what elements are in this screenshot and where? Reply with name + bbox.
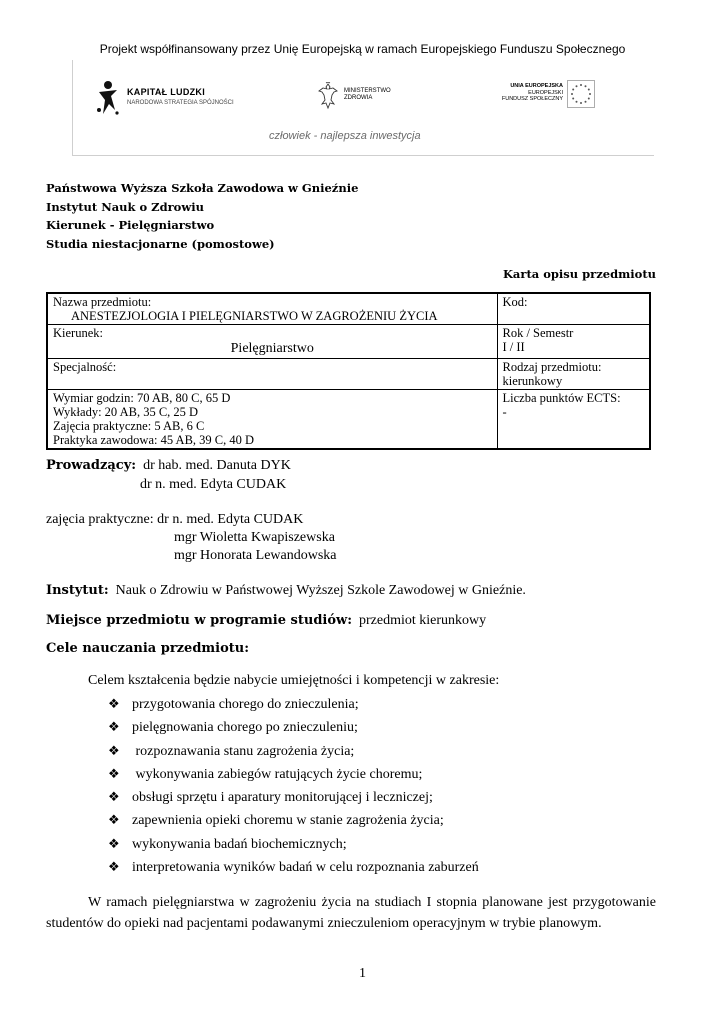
diamond-bullet-icon: ❖ — [108, 720, 120, 736]
funding-note: Projekt współfinansowany przez Unię Europejską w ramach Europejskiego Funduszu Społecznego — [99, 42, 626, 56]
institute-label: Instytut: — [46, 583, 109, 598]
table-row — [47, 293, 650, 325]
subject-type-cell: Rodzaj przedmiotu: kierunkowy — [497, 359, 650, 390]
tagline: człowiek - najlepsza inwestycja — [269, 130, 421, 142]
list-item: ❖ wykonywania zabiegów ratujących życie choremu; — [108, 763, 479, 786]
hours-cell: Wymiar godzin: 70 AB, 80 C, 65 D Wykłady: 20 AB, 35 C, 25 D Zajęcia praktyczne: 5 AB, 6 C Praktyka zawodowa: 45 AB, 39 C, 40 D — [47, 390, 497, 450]
practical-teacher: dr n. med. Edyta CUDAK — [157, 512, 304, 527]
diamond-bullet-icon: ❖ — [108, 766, 120, 782]
institution-direction: Kierunek - Pielęgniarstwo — [46, 218, 215, 232]
course-name-cell: Nazwa przedmiotu: ANESTEZJOLOGIA I PIELĘGNIARSTWO W ZAGROŻENIU ŻYCIA — [47, 293, 497, 325]
list-item: ❖ wykonywania badań biochemicznych; — [108, 833, 479, 856]
page-number: 1 — [359, 966, 366, 981]
ects-cell: Liczba punktów ECTS: - — [497, 390, 650, 450]
institution-institute: Instytut Nauk o Zdrowiu — [46, 199, 204, 214]
ministerstwo-zdrowia-logo — [317, 82, 417, 112]
diamond-bullet-icon: ❖ — [108, 860, 120, 876]
ministerstwo-zdrowia-text: MINISTERSTWO ZDROWIA — [344, 88, 391, 101]
direction-value: Pielęgniarstwo — [230, 341, 314, 356]
diamond-bullet-icon: ❖ — [108, 836, 120, 852]
goals-list — [108, 693, 479, 879]
lecturer-name: dr hab. med. Danuta DYK — [143, 458, 291, 473]
lecturer-name: dr n. med. Edyta CUDAK — [140, 477, 287, 492]
kapital-ludzki-subtitle: NARODOWA STRATEGIA SPÓJNOŚCI — [127, 100, 234, 106]
course-table — [46, 292, 651, 450]
list-item: ❖ obsługi sprzętu i aparatury monitorującej i leczniczej; — [108, 786, 479, 809]
lecturers-line-1 — [46, 458, 291, 474]
kapital-ludzki-figure-icon — [95, 80, 121, 116]
course-name-value: ANESTEZJOLOGIA I PIELĘGNIARSTWO W ZAGROŻENIU ŻYCIA — [71, 309, 438, 323]
list-item: ❖ rozpoznawania stanu zagrożenia życia; — [108, 740, 479, 763]
direction-cell: Kierunek: Pielęgniarstwo — [47, 325, 497, 359]
institution-school: Państwowa Wyższa Szkoła Zawodowa w Gnieźnie — [46, 181, 359, 195]
year-semester-cell: Rok / Semestr I / II — [497, 325, 650, 359]
list-item: ❖ pielęgnowania chorego po znieczuleniu; — [108, 716, 479, 739]
list-item: ❖ interpretowania wyników badań w celu rozpoznania zaburzeń — [108, 856, 479, 879]
goals-heading: Cele nauczania przedmiotu: — [46, 641, 250, 656]
table-row — [47, 359, 650, 390]
kapital-ludzki-logo — [95, 78, 235, 122]
list-item: ❖ zapewnienia opieki choremu w stanie zagrożenia życia; — [108, 809, 479, 832]
program-paragraph: W ramach pielęgniarstwa w zagrożeniu życia na studiach I stopnia planowane jest przygotowanie studentów do opieki nad pacjentami podawanymi znieczuleniom operacyjnym w trybie planowym. — [46, 895, 656, 931]
diamond-bullet-icon: ❖ — [108, 790, 120, 806]
table-row — [47, 390, 650, 450]
lecturers-label: Prowadzący: — [46, 458, 137, 473]
institute-value: Nauk o Zdrowiu w Państwowej Wyższej Szkole Zawodowej w Gnieźnie. — [115, 583, 526, 598]
code-cell: Kod: — [497, 293, 650, 325]
practical-line-1 — [46, 512, 303, 528]
kapital-ludzki-title: KAPITAŁ LUDZKI — [127, 87, 206, 97]
specialty-cell: Specjalność: — [47, 359, 497, 390]
program-place-line — [46, 613, 486, 629]
goals-intro: Celem kształcenia będzie nabycie umiejętności i kompetencji w zakresie: — [88, 673, 500, 688]
diamond-bullet-icon: ❖ — [108, 743, 120, 759]
diamond-bullet-icon: ❖ — [108, 697, 120, 712]
unia-europejska-logo — [501, 80, 651, 114]
karta-title: Karta opisu przedmiotu — [502, 267, 656, 281]
institution-study-mode: Studia niestacjonarne (pomostowe) — [46, 236, 275, 251]
table-row — [47, 325, 650, 359]
unia-europejska-text: UNIA EUROPEJSKA EUROPEJSKI FUNDUSZ SPOŁECZNY — [501, 83, 563, 102]
institution-heading — [46, 179, 358, 253]
list-item: ❖ przygotowania chorego do znieczulenia; — [108, 693, 479, 716]
logo-banner — [72, 60, 654, 156]
practical-teacher: mgr Wioletta Kwapiszewska — [174, 530, 335, 545]
polish-eagle-icon — [317, 82, 339, 110]
eu-flag-icon — [567, 80, 595, 108]
program-place-value: przedmiot kierunkowy — [359, 613, 487, 628]
practical-teacher: mgr Honorata Lewandowska — [174, 548, 337, 563]
diamond-bullet-icon: ❖ — [108, 813, 120, 829]
practical-label: zajęcia praktyczne: — [46, 512, 154, 527]
institute-line — [46, 583, 526, 599]
program-place-label: Miejsce przedmiotu w programie studiów: — [46, 613, 353, 628]
